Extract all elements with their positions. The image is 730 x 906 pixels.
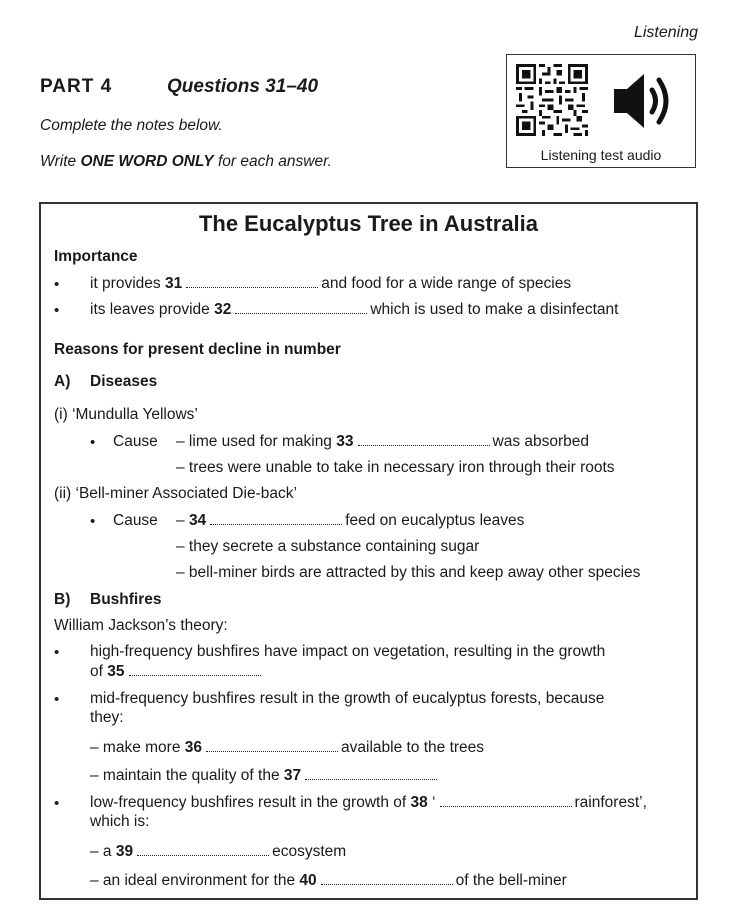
- answer-gap-34[interactable]: [210, 524, 342, 525]
- answer-gap-31[interactable]: [186, 287, 318, 288]
- mid-frequency-line-2: they:: [90, 709, 124, 726]
- part-heading: PART 4: [40, 76, 113, 97]
- diseases-heading: Diseases: [90, 373, 158, 390]
- question-33-line: – lime used for making 33 was absorbed: [176, 433, 590, 450]
- section-a-marker: A): [54, 373, 71, 390]
- question-number: 32: [214, 301, 232, 318]
- question-36-line: – make more 36 available to the trees: [90, 739, 485, 756]
- question-number: 35: [107, 663, 125, 680]
- answer-gap-38[interactable]: [440, 806, 572, 807]
- decline-heading: Reasons for present decline in number: [54, 341, 341, 358]
- mid-frequency-line: mid-frequency bushfires result in the growth of eucalyptus forests, because: [90, 690, 605, 707]
- audio-link-label[interactable]: Listening test audio: [540, 147, 662, 163]
- question-number: 33: [336, 433, 354, 450]
- question-39-line: – a 39 ecosystem: [90, 843, 347, 860]
- answer-gap-35[interactable]: [129, 675, 261, 676]
- high-frequency-line: high-frequency bushfires have impact on vegetation, resulting in the growth: [90, 643, 606, 660]
- bullet-icon: •: [54, 691, 60, 708]
- question-38-line: low-frequency bushfires result in the growth of 38 ‘ rainforest’,: [90, 794, 647, 811]
- answer-gap-32[interactable]: [235, 313, 367, 314]
- question-number: 39: [115, 843, 134, 860]
- audio-link-box[interactable]: [506, 54, 696, 168]
- word-limit-emphasis: ONE WORD ONLY: [80, 153, 214, 170]
- bullet-icon: •: [54, 644, 60, 661]
- disease-2-label: (ii) ‘Bell-miner Associated Die-back’: [54, 485, 297, 502]
- question-35-line: of 35: [90, 663, 264, 681]
- answer-gap-33[interactable]: [358, 445, 490, 446]
- question-37-line: – maintain the quality of the 37: [90, 767, 440, 785]
- question-40-line: – an ideal environment for the 40 of the bell-miner: [90, 872, 567, 889]
- instruction-complete-notes: Complete the notes below.: [40, 117, 223, 134]
- section-label: Listening: [633, 24, 698, 41]
- question-31-line: it provides 31 and food for a wide range of species: [90, 275, 572, 292]
- bullet-icon: •: [90, 513, 96, 530]
- bullet-icon: •: [54, 276, 60, 293]
- answer-gap-36[interactable]: [206, 751, 338, 752]
- disease-1-label: (i) ‘Mundulla Yellows’: [54, 406, 198, 423]
- cause-detail: – bell-miner birds are attracted by this and keep away other species: [176, 564, 641, 581]
- question-number: 36: [184, 739, 203, 756]
- cause-label: Cause: [113, 512, 158, 529]
- question-number: 34: [188, 512, 207, 529]
- cause-detail: – trees were unable to take in necessary iron through their roots: [176, 459, 615, 476]
- question-number: 40: [299, 872, 317, 889]
- instruction-word-limit: Write ONE WORD ONLY for each answer.: [40, 153, 332, 170]
- speaker-icon[interactable]: [610, 69, 676, 133]
- importance-heading: Importance: [54, 248, 138, 265]
- answer-gap-40[interactable]: [321, 884, 453, 885]
- answer-gap-39[interactable]: [137, 855, 269, 856]
- notes-title: The Eucalyptus Tree in Australia: [198, 211, 539, 236]
- cause-label: Cause: [113, 433, 158, 450]
- low-frequency-line-2: which is:: [90, 813, 150, 830]
- bushfires-heading: Bushfires: [90, 591, 162, 608]
- section-b-marker: B): [54, 591, 71, 608]
- theory-intro: William Jackson’s theory:: [54, 617, 228, 634]
- question-number: 38: [410, 794, 428, 811]
- bullet-icon: •: [90, 434, 96, 451]
- question-32-line: its leaves provide 32 which is used to make a disinfectant: [90, 301, 619, 318]
- answer-gap-37[interactable]: [305, 779, 437, 780]
- bullet-icon: •: [54, 795, 60, 812]
- question-number: 31: [164, 275, 183, 292]
- cause-detail: – they secrete a substance containing sugar: [176, 538, 480, 555]
- question-34-line: – 34 feed on eucalyptus leaves: [176, 512, 525, 529]
- question-range: Questions 31–40: [167, 76, 319, 97]
- qr-code-icon[interactable]: [516, 64, 588, 136]
- question-number: 37: [283, 767, 302, 784]
- bullet-icon: •: [54, 302, 60, 319]
